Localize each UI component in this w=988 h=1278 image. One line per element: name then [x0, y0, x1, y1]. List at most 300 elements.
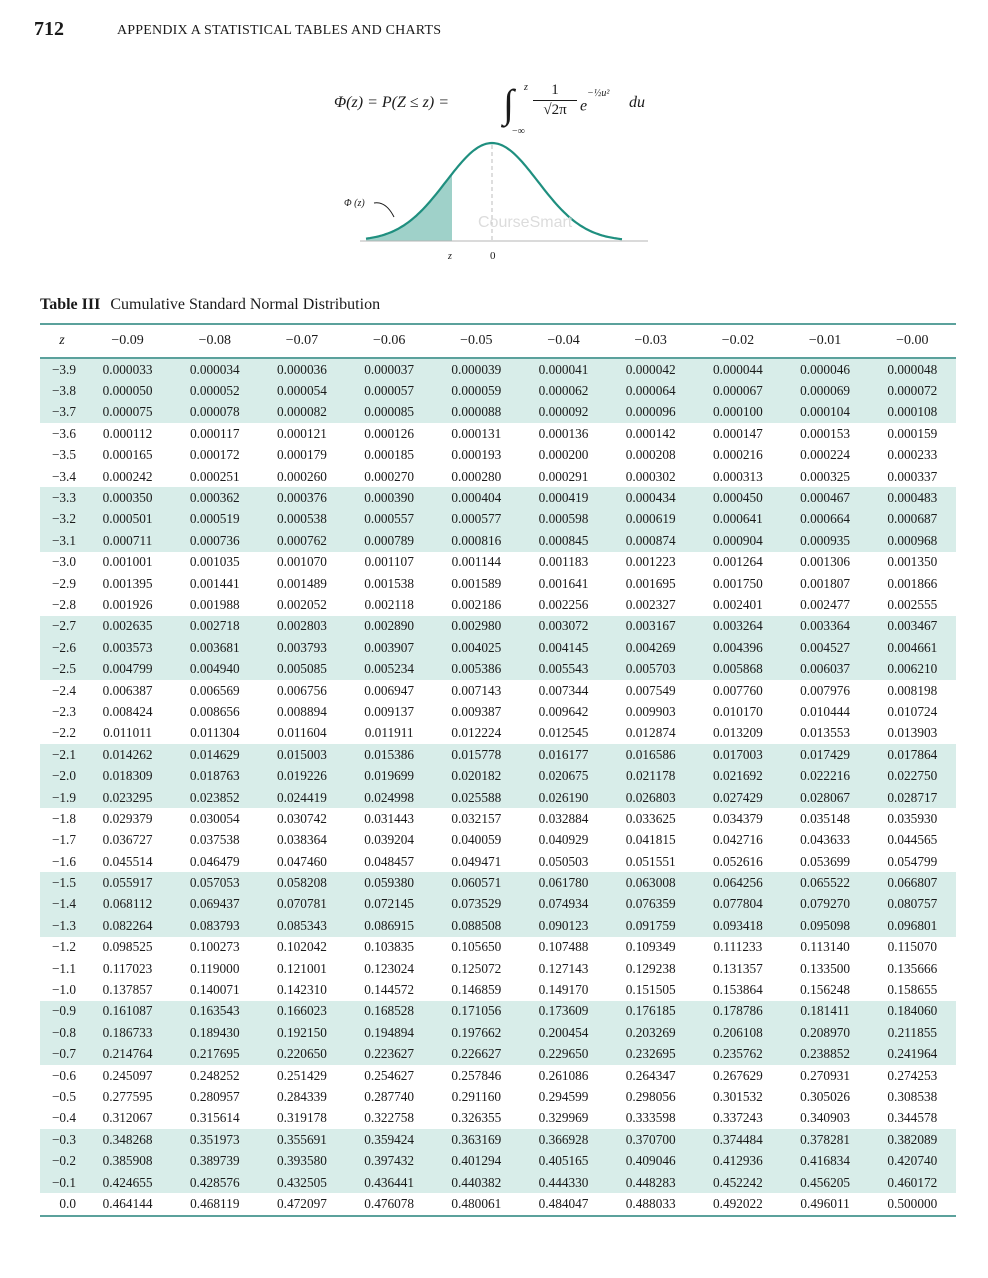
probability-cell: 0.000419 [520, 487, 607, 508]
probability-cell: 0.294599 [538, 1088, 589, 1104]
probability-cell: 0.005703 [607, 658, 694, 679]
probability-cell: 0.002327 [625, 596, 676, 612]
probability-cell: 0.055917 [84, 872, 171, 893]
probability-cell: 0.329969 [538, 1110, 589, 1126]
probability-cell: 0.000041 [520, 358, 607, 380]
probability-cell: 0.033625 [625, 810, 676, 826]
probability-cell: 0.000067 [694, 380, 781, 401]
probability-cell: 0.173609 [520, 1001, 607, 1022]
probability-cell: 0.197662 [433, 1022, 520, 1043]
probability-cell: 0.000434 [607, 487, 694, 508]
probability-cell: 0.019699 [346, 765, 433, 786]
probability-cell: 0.117023 [102, 960, 153, 976]
integral-sign: ∫ [503, 81, 514, 126]
probability-cell: 0.000142 [625, 425, 676, 441]
probability-cell: 0.133500 [800, 960, 851, 976]
probability-cell: 0.000233 [887, 447, 938, 463]
probability-cell: 0.015386 [346, 744, 433, 765]
probability-cell: 0.135666 [887, 960, 938, 976]
probability-cell: 0.000036 [258, 358, 345, 380]
probability-cell: 0.000165 [102, 447, 153, 463]
probability-cell: 0.103835 [364, 939, 415, 955]
probability-cell: 0.002186 [451, 596, 502, 612]
probability-cell: 0.000208 [625, 447, 676, 463]
probability-cell: 0.448283 [607, 1172, 694, 1193]
probability-cell: 0.121001 [277, 960, 327, 976]
probability-cell: 0.000664 [782, 509, 869, 530]
probability-cell: 0.257846 [451, 1067, 502, 1083]
probability-cell: 0.016586 [607, 744, 694, 765]
probability-cell: 0.035930 [887, 810, 938, 826]
probability-cell: 0.028717 [869, 787, 956, 808]
probability-cell: 0.355691 [258, 1129, 345, 1150]
probability-cell: 0.000039 [433, 358, 520, 380]
probability-cell: 0.010444 [800, 703, 851, 719]
table-row [40, 1150, 956, 1171]
probability-cell: 0.043633 [800, 832, 851, 848]
probability-cell: 0.153864 [712, 982, 763, 998]
probability-cell: 0.061780 [520, 872, 607, 893]
column-header: −0.03 [607, 324, 694, 358]
probability-cell: 0.083793 [171, 915, 258, 936]
table-row [40, 445, 956, 466]
probability-cell: 0.001107 [364, 554, 414, 570]
z-value-cell: −0.4 [51, 1110, 76, 1126]
probability-cell: 0.018309 [84, 765, 171, 786]
probability-cell: 0.000126 [364, 425, 415, 441]
probability-cell: 0.123024 [364, 960, 415, 976]
column-header: −0.09 [84, 324, 171, 358]
probability-cell: 0.000404 [433, 487, 520, 508]
probability-cell: 0.020182 [433, 765, 520, 786]
probability-cell: 0.096801 [869, 915, 956, 936]
probability-cell: 0.008656 [189, 703, 240, 719]
probability-cell: 0.034379 [712, 810, 763, 826]
probability-cell: 0.109349 [625, 939, 676, 955]
probability-cell: 0.003681 [171, 637, 258, 658]
probability-cell: 0.001807 [800, 575, 851, 591]
table-row [40, 487, 956, 508]
probability-cell: 0.051551 [625, 853, 676, 869]
probability-cell: 0.113140 [800, 939, 850, 955]
phi-label: Φ (z) [344, 198, 365, 209]
probability-cell: 0.129238 [625, 960, 676, 976]
column-header: −0.02 [694, 324, 781, 358]
zero-axis-label: 0 [490, 250, 496, 262]
z-value-cell: 0.0 [59, 1195, 76, 1211]
probability-cell: 0.001035 [189, 554, 240, 570]
cdf-formula [334, 82, 694, 142]
probability-cell: 0.280957 [189, 1088, 240, 1104]
probability-cell: 0.000082 [258, 402, 345, 423]
probability-cell: 0.005085 [258, 658, 345, 679]
probability-cell: 0.004527 [782, 637, 869, 658]
probability-cell: 0.000337 [887, 468, 938, 484]
probability-cell: 0.077804 [694, 894, 781, 915]
probability-cell: 0.000789 [346, 530, 433, 551]
probability-cell: 0.298056 [625, 1088, 676, 1104]
header-row [40, 324, 956, 358]
probability-cell: 0.006947 [364, 682, 415, 698]
probability-cell: 0.002118 [364, 596, 414, 612]
table-row [40, 1108, 956, 1129]
probability-cell: 0.022216 [782, 765, 869, 786]
probability-cell: 0.194894 [346, 1022, 433, 1043]
table-row [40, 979, 956, 1000]
integral-upper-limit: z [524, 82, 528, 93]
probability-cell: 0.004025 [433, 637, 520, 658]
table-row [40, 1022, 956, 1043]
probability-cell: 0.023852 [171, 787, 258, 808]
table-row [40, 509, 956, 530]
probability-cell: 0.088508 [433, 915, 520, 936]
probability-cell: 0.308538 [887, 1088, 938, 1104]
probability-cell: 0.068112 [84, 894, 171, 915]
probability-cell: 0.069437 [171, 894, 258, 915]
probability-cell: 0.142310 [277, 982, 327, 998]
normal-curve-figure [330, 135, 660, 265]
probability-cell: 0.277595 [102, 1088, 153, 1104]
table-row [40, 723, 956, 744]
probability-cell: 0.027429 [694, 787, 781, 808]
probability-cell: 0.000376 [258, 487, 345, 508]
probability-cell: 0.005868 [694, 658, 781, 679]
probability-cell: 0.003573 [84, 637, 171, 658]
table-row [40, 1086, 956, 1107]
probability-cell: 0.000037 [346, 358, 433, 380]
probability-cell: 0.000711 [84, 530, 171, 551]
table-row [40, 680, 956, 701]
probability-cell: 0.001589 [451, 575, 502, 591]
probability-cell: 0.046479 [189, 853, 240, 869]
probability-cell: 0.090123 [520, 915, 607, 936]
probability-cell: 0.000117 [190, 425, 240, 441]
probability-cell: 0.006037 [782, 658, 869, 679]
probability-cell: 0.319178 [277, 1110, 327, 1126]
z-value-cell: −1.8 [51, 810, 76, 826]
probability-cell: 0.000048 [869, 358, 956, 380]
z-value-cell: −2.6 [40, 637, 84, 658]
probability-cell: 0.217695 [171, 1044, 258, 1065]
probability-cell: 0.000033 [84, 358, 171, 380]
z-value-cell: −2.5 [40, 658, 84, 679]
probability-cell: 0.017429 [782, 744, 869, 765]
probability-cell: 0.098525 [102, 939, 153, 955]
probability-cell: 0.274253 [887, 1067, 938, 1083]
probability-cell: 0.401294 [433, 1150, 520, 1171]
probability-cell: 0.000193 [451, 447, 502, 463]
running-head: APPENDIX A STATISTICAL TABLES AND CHARTS [117, 23, 442, 38]
probability-cell: 0.416834 [782, 1150, 869, 1171]
probability-cell: 0.337243 [712, 1110, 763, 1126]
z-value-cell: −2.3 [51, 703, 76, 719]
probability-cell: 0.000762 [258, 530, 345, 551]
probability-cell: 0.359424 [346, 1129, 433, 1150]
probability-cell: 0.003167 [607, 616, 694, 637]
probability-cell: 0.049471 [451, 853, 502, 869]
probability-cell: 0.008424 [102, 703, 153, 719]
probability-cell: 0.050503 [538, 853, 589, 869]
probability-cell: 0.040929 [538, 832, 589, 848]
table-row [40, 380, 956, 401]
z-value-cell: −3.9 [40, 358, 84, 380]
probability-cell: 0.007344 [538, 682, 589, 698]
exp-base: e [580, 97, 588, 115]
probability-cell: 0.031443 [364, 810, 415, 826]
probability-cell: 0.203269 [607, 1022, 694, 1043]
z-value-cell: −2.4 [51, 682, 76, 698]
probability-cell: 0.066807 [869, 872, 956, 893]
probability-cell: 0.452242 [694, 1172, 781, 1193]
probability-cell: 0.241964 [869, 1044, 956, 1065]
probability-cell: 0.004661 [869, 637, 956, 658]
formula-exponential [580, 88, 610, 115]
z-value-cell: −3.3 [40, 487, 84, 508]
probability-cell: 0.004145 [520, 637, 607, 658]
probability-cell: 0.052616 [712, 853, 763, 869]
probability-cell: 0.220650 [258, 1044, 345, 1065]
probability-cell: 0.032884 [538, 810, 589, 826]
probability-cell: 0.149170 [538, 982, 589, 998]
probability-cell: 0.037538 [189, 832, 240, 848]
probability-cell: 0.166023 [258, 1001, 345, 1022]
probability-cell: 0.251429 [277, 1067, 327, 1083]
table-row [40, 530, 956, 551]
probability-cell: 0.125072 [451, 960, 502, 976]
probability-cell: 0.000046 [782, 358, 869, 380]
probability-cell: 0.176185 [607, 1001, 694, 1022]
probability-cell: 0.000072 [869, 380, 956, 401]
column-header: −0.07 [258, 324, 345, 358]
probability-cell: 0.000483 [869, 487, 956, 508]
probability-cell: 0.000050 [84, 380, 171, 401]
probability-cell: 0.085343 [258, 915, 345, 936]
probability-cell: 0.001001 [102, 554, 153, 570]
probability-cell: 0.000131 [451, 425, 502, 441]
probability-cell: 0.008198 [887, 682, 938, 698]
probability-cell: 0.001489 [277, 575, 327, 591]
probability-cell: 0.000136 [538, 425, 589, 441]
probability-cell: 0.333598 [625, 1110, 676, 1126]
probability-cell: 0.000619 [607, 509, 694, 530]
probability-cell: 0.018763 [171, 765, 258, 786]
probability-cell: 0.017864 [869, 744, 956, 765]
probability-cell: 0.000121 [277, 425, 327, 441]
probability-cell: 0.000687 [869, 509, 956, 530]
probability-cell: 0.119000 [190, 960, 240, 976]
probability-cell: 0.023295 [84, 787, 171, 808]
probability-cell: 0.009137 [364, 703, 415, 719]
probability-cell: 0.006569 [189, 682, 240, 698]
probability-cell: 0.060571 [433, 872, 520, 893]
probability-cell: 0.021692 [694, 765, 781, 786]
probability-cell: 0.003793 [258, 637, 345, 658]
probability-cell: 0.058208 [258, 872, 345, 893]
table-row [40, 573, 956, 594]
exp-exponent: −½u² [587, 88, 610, 99]
probability-cell: 0.012874 [625, 725, 676, 741]
probability-cell: 0.500000 [887, 1195, 938, 1211]
probability-cell: 0.000641 [694, 509, 781, 530]
probability-cell: 0.001866 [887, 575, 938, 591]
table-label: Table III [40, 296, 101, 313]
probability-cell: 0.017003 [694, 744, 781, 765]
z-value-cell: −0.1 [40, 1172, 84, 1193]
probability-cell: 0.029379 [102, 810, 153, 826]
z-value-cell: −0.9 [40, 1001, 84, 1022]
probability-cell: 0.013903 [887, 725, 938, 741]
probability-cell: 0.000260 [277, 468, 327, 484]
probability-cell: 0.030054 [189, 810, 240, 826]
probability-cell: 0.039204 [364, 832, 415, 848]
probability-cell: 0.003907 [346, 637, 433, 658]
probability-cell: 0.001350 [887, 554, 938, 570]
probability-cell: 0.012224 [451, 725, 502, 741]
probability-cell: 0.010170 [712, 703, 763, 719]
probability-cell: 0.200454 [520, 1022, 607, 1043]
probability-cell: 0.001988 [189, 596, 240, 612]
probability-cell: 0.214764 [84, 1044, 171, 1065]
shaded-area [366, 174, 452, 241]
z-value-cell: −0.2 [40, 1150, 84, 1171]
probability-cell: 0.348268 [84, 1129, 171, 1150]
probability-cell: 0.000280 [451, 468, 502, 484]
z-value-cell: −0.8 [40, 1022, 84, 1043]
probability-cell: 0.397432 [346, 1150, 433, 1171]
integral-lower-limit: −∞ [512, 126, 525, 137]
probability-cell: 0.248252 [189, 1067, 240, 1083]
page-number: 712 [34, 18, 64, 40]
probability-cell: 0.264347 [625, 1067, 676, 1083]
probability-cell: 0.374484 [694, 1129, 781, 1150]
z-value-cell: −0.5 [51, 1088, 76, 1104]
probability-cell: 0.111233 [713, 939, 763, 955]
table-row [40, 637, 956, 658]
probability-cell: 0.000557 [346, 509, 433, 530]
probability-cell: 0.000088 [433, 402, 520, 423]
probability-cell: 0.007976 [800, 682, 851, 698]
probability-cell: 0.000042 [607, 358, 694, 380]
probability-cell: 0.073529 [433, 894, 520, 915]
probability-cell: 0.045514 [102, 853, 153, 869]
table-row [40, 744, 956, 765]
probability-cell: 0.064256 [694, 872, 781, 893]
table-row [40, 701, 956, 722]
probability-cell: 0.131357 [712, 960, 763, 976]
probability-cell: 0.261086 [538, 1067, 589, 1083]
probability-cell: 0.000467 [782, 487, 869, 508]
probability-cell: 0.001144 [451, 554, 502, 570]
probability-cell: 0.000874 [607, 530, 694, 551]
probability-cell: 0.003072 [520, 616, 607, 637]
probability-cell: 0.005543 [520, 658, 607, 679]
probability-cell: 0.000251 [189, 468, 240, 484]
column-header: −0.00 [869, 324, 956, 358]
probability-cell: 0.163543 [171, 1001, 258, 1022]
table-row [40, 1044, 956, 1065]
table-row [40, 765, 956, 786]
probability-cell: 0.012545 [538, 725, 589, 741]
probability-cell: 0.405165 [520, 1150, 607, 1171]
probability-cell: 0.025588 [433, 787, 520, 808]
probability-cell: 0.326355 [451, 1110, 502, 1126]
column-header: −0.04 [520, 324, 607, 358]
probability-cell: 0.409046 [607, 1150, 694, 1171]
probability-cell: 0.095098 [782, 915, 869, 936]
table-row [40, 894, 956, 915]
probability-cell: 0.016177 [520, 744, 607, 765]
probability-cell: 0.378281 [782, 1129, 869, 1150]
table-row [40, 616, 956, 637]
z-value-cell: −1.0 [51, 982, 76, 998]
z-value-cell: −0.6 [51, 1067, 76, 1083]
fraction-numerator: 1 [551, 82, 559, 98]
probability-cell: 0.013209 [712, 725, 763, 741]
probability-cell: 0.208970 [782, 1022, 869, 1043]
probability-cell: 0.015003 [258, 744, 345, 765]
probability-cell: 0.151505 [625, 982, 676, 998]
probability-cell: 0.158655 [887, 982, 938, 998]
probability-cell: 0.181411 [782, 1001, 869, 1022]
probability-cell: 0.004396 [694, 637, 781, 658]
probability-cell: 0.168528 [346, 1001, 433, 1022]
probability-cell: 0.002401 [712, 596, 763, 612]
probability-cell: 0.042716 [712, 832, 763, 848]
probability-cell: 0.003467 [869, 616, 956, 637]
table-row [40, 1129, 956, 1150]
probability-cell: 0.432505 [258, 1172, 345, 1193]
probability-cell: 0.093418 [694, 915, 781, 936]
column-header-z: z [40, 324, 84, 358]
probability-cell: 0.006387 [102, 682, 153, 698]
z-axis-label: z [448, 251, 452, 262]
probability-cell: 0.171056 [433, 1001, 520, 1022]
probability-cell: 0.000736 [171, 530, 258, 551]
probability-cell: 0.000075 [84, 402, 171, 423]
z-value-cell: −1.7 [51, 832, 76, 848]
probability-cell: 0.015778 [433, 744, 520, 765]
probability-cell: 0.000085 [346, 402, 433, 423]
probability-cell: 0.001395 [102, 575, 153, 591]
probability-cell: 0.072145 [346, 894, 433, 915]
probability-cell: 0.000313 [712, 468, 763, 484]
probability-cell: 0.322758 [364, 1110, 415, 1126]
probability-cell: 0.000291 [538, 468, 589, 484]
probability-cell: 0.245097 [102, 1067, 153, 1083]
probability-cell: 0.000968 [869, 530, 956, 551]
watermark: CourseSmart [478, 214, 573, 231]
column-header: −0.01 [782, 324, 869, 358]
probability-cell: 0.000034 [171, 358, 258, 380]
probability-cell: 0.007760 [712, 682, 763, 698]
table-row [40, 851, 956, 872]
probability-cell: 0.002052 [277, 596, 327, 612]
z-value-cell: −3.5 [51, 447, 76, 463]
probability-cell: 0.137857 [102, 982, 153, 998]
probability-cell: 0.006210 [869, 658, 956, 679]
table-row [40, 466, 956, 487]
probability-cell: 0.484047 [538, 1195, 589, 1211]
probability-cell: 0.002555 [887, 596, 938, 612]
probability-cell: 0.472097 [277, 1195, 327, 1211]
probability-cell: 0.480061 [451, 1195, 502, 1211]
probability-cell: 0.000069 [782, 380, 869, 401]
probability-cell: 0.226627 [433, 1044, 520, 1065]
probability-cell: 0.385908 [84, 1150, 171, 1171]
probability-cell: 0.393580 [258, 1150, 345, 1171]
probability-cell: 0.000078 [171, 402, 258, 423]
probability-cell: 0.076359 [607, 894, 694, 915]
